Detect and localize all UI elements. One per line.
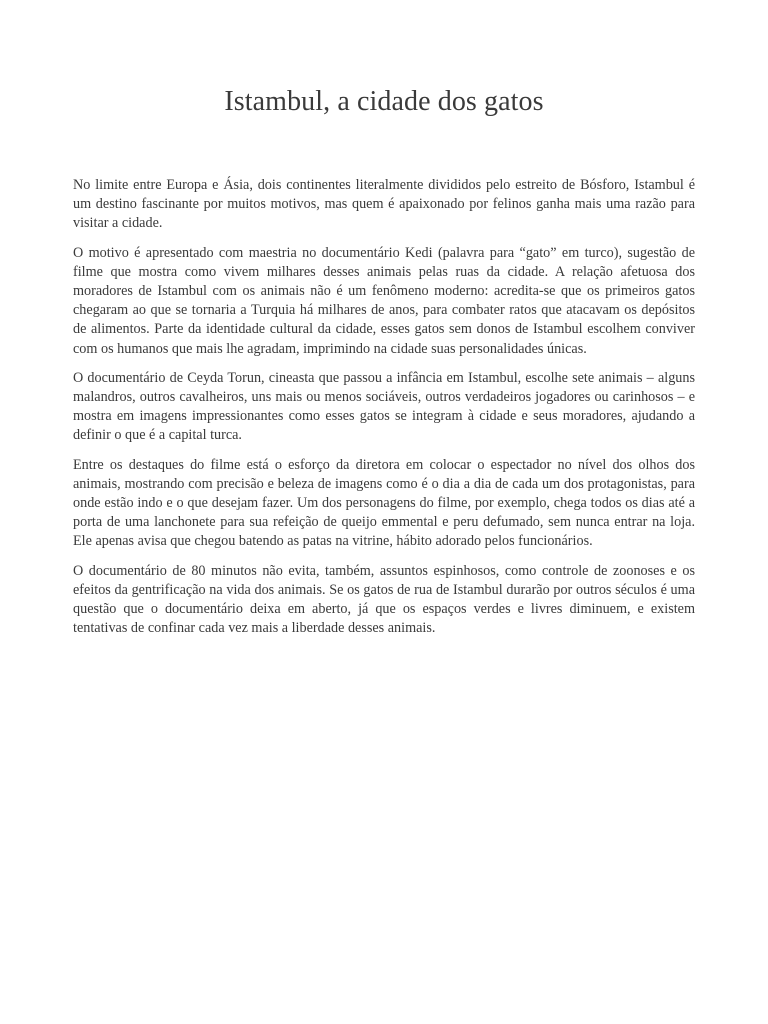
document-body [73,176,695,638]
paragraph-2: O motivo é apresentado com maestria no documentário Kedi (palavra para “gato” em turco), sugestão de filme que mostra como vivem milhares desses animais pelas ruas da cidade. A relação afetuosa dos moradores de Istambul com os animais não é um fenômeno moderno: acredita-se que os primeiros gatos chegaram ao que se tornaria a Turquia há milhares de anos, para combater ratos que atacavam os depósitos de alimentos. Parte da identidade cultural da cidade, esses gatos sem donos de Istambul escolhem conviver com os humanos que mais lhe agradam, imprimindo na cidade suas personalidades únicas. [73,244,695,357]
paragraph-1: No limite entre Europa e Ásia, dois continentes literalmente divididos pelo estreito de Bósforo, Istambul é um destino fascinante por muitos motivos, mas quem é apaixonado por felinos ganha mais uma razão para visitar a cidade. [73,177,695,232]
document-title: Istambul, a cidade dos gatos [224,86,544,117]
paragraph-4: Entre os destaques do filme está o esforço da diretora em colocar o espectador no nível dos olhos dos animais, mostrando com precisão e beleza de imagens como é o dia a dia de cada um dos protagonistas, para onde estão indo e o que desejam fazer. Um dos personagens do filme, por exemplo, chega todos os dias até a porta de uma lanchonete para sua refeição de queijo emmental e peru defumado, sem nunca entrar na loja. Ele apenas avisa que chegou batendo as patas na vitrine, hábito adorado pelos funcionários. [73,456,695,550]
paragraph-3: O documentário de Ceyda Torun, cineasta que passou a infância em Istambul, escolhe sete animais – alguns malandros, outros cavalheiros, uns mais ou menos sociáveis, outros verdadeiros jogadores ou carinhosos – e mostra em imagens impressionantes como esses gatos se integram à cidade e seus moradores, ajudando a definir o que é a capital turca. [73,369,695,444]
paragraph-5: O documentário de 80 minutos não evita, também, assuntos espinhosos, como controle de zoonoses e os efeitos da gentrificação na vida dos animais. Se os gatos de rua de Istambul durarão por outros séculos é uma questão que o documentário deixa em aberto, já que os espaços verdes e livres diminuem, e existem tentativas de confinar cada vez mais a liberdade desses animais. [73,562,695,637]
